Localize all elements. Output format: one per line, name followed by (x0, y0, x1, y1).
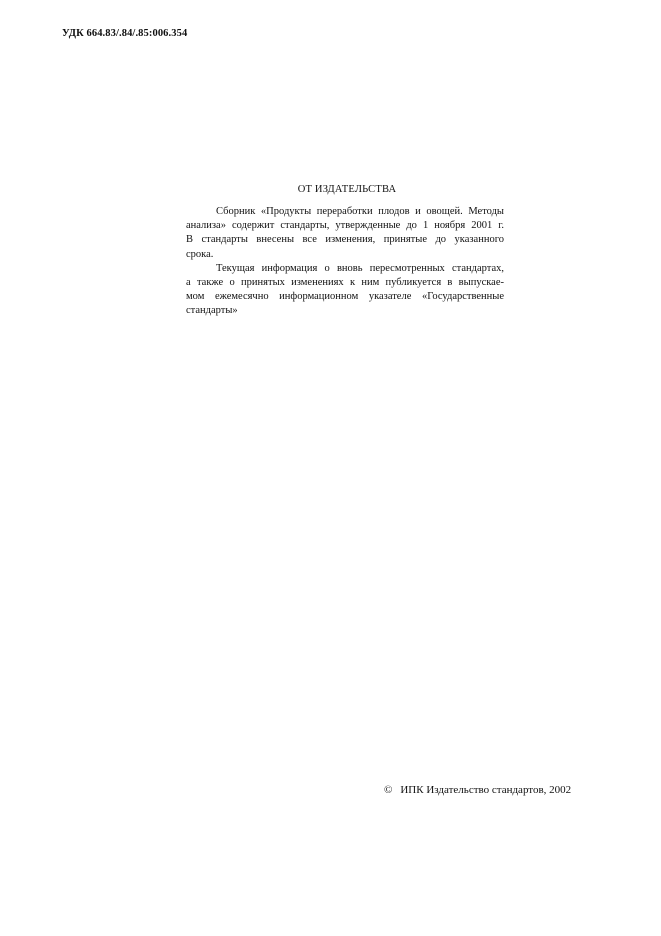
paragraph-line: В стандарты внесены все изменения, принятые до указанного (186, 234, 504, 246)
publisher-preface (186, 184, 504, 319)
copyright-text: ИПК Издательство стандартов, 2002 (400, 784, 572, 796)
preface-title: ОТ ИЗДАТЕЛЬСТВА (297, 184, 397, 195)
copyright-symbol: © (384, 784, 393, 796)
paragraph-line: а также о принятых изменениях к ним публикуется в выпускае- (186, 277, 504, 289)
paragraph-line: анализа» содержит стандарты, утвержденные до 1 ноября 2001 г. (186, 220, 504, 232)
paragraph-line: Сборник «Продукты переработки плодов и овощей. Методы (216, 206, 504, 217)
udk-code: УДК 664.83/.84/.85:006.354 (62, 28, 188, 39)
preface-paragraph-1 (186, 205, 504, 262)
paragraph-line: стандарты» (186, 305, 238, 317)
paragraph-line: Текущая информация о вновь пересмотренных стандартах, (216, 262, 504, 274)
paragraph-line: мом ежемесячно информационном указателе «Государственные (186, 291, 504, 303)
preface-paragraph-2 (186, 262, 504, 319)
copyright-notice (384, 784, 571, 796)
paragraph-line: срока. (186, 248, 214, 260)
